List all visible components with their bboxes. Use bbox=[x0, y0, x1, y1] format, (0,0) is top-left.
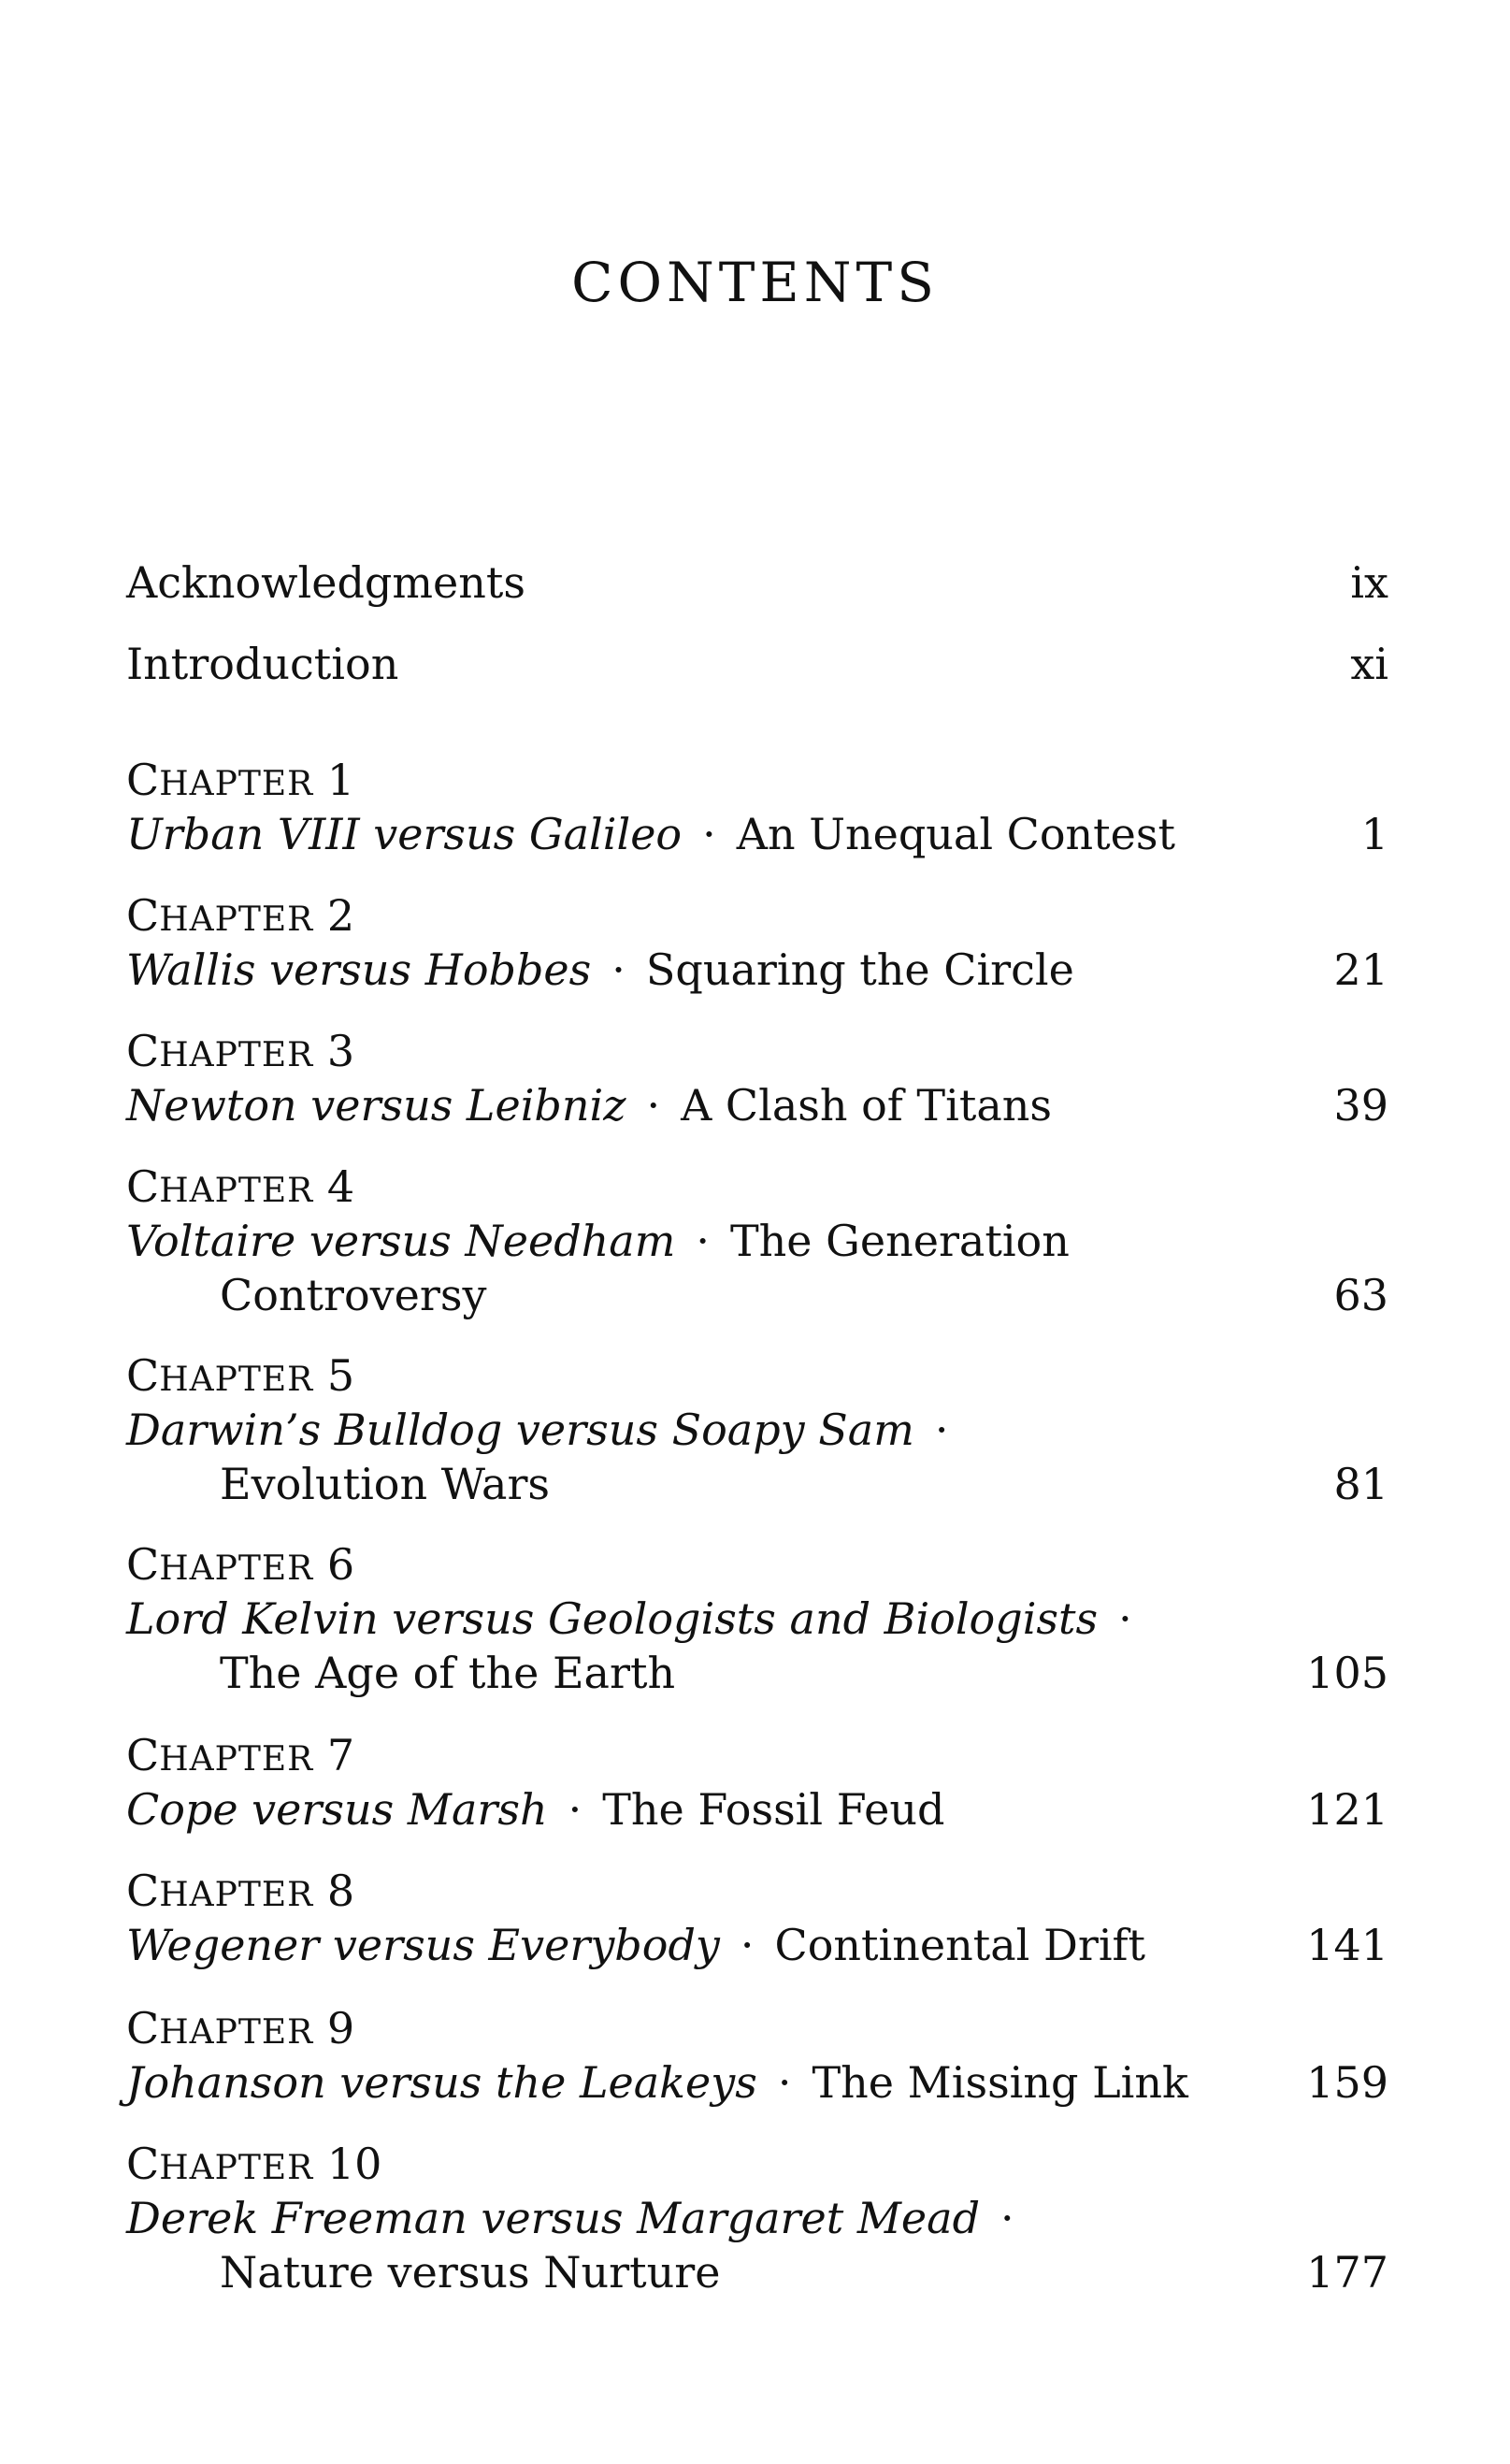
toc-chapter-3 bbox=[126, 1024, 1388, 1132]
separator-dot: · bbox=[611, 944, 626, 995]
chapter-number: 10 bbox=[326, 2139, 382, 2189]
chapter-heading: CHAPTER 1 bbox=[126, 755, 355, 805]
chapter-heading: CHAPTER 2 bbox=[126, 890, 355, 941]
toc-chapter-10 bbox=[126, 2137, 1388, 2299]
toc-entry-page: xi bbox=[1350, 639, 1388, 689]
chapter-page: 1 bbox=[1360, 809, 1388, 859]
chapter-title-line bbox=[126, 807, 1388, 861]
chapter-title-line bbox=[126, 1214, 1388, 1268]
chapter-title-line bbox=[126, 2191, 1388, 2245]
chapter-heading: CHAPTER 5 bbox=[126, 1350, 355, 1401]
toc-entry-label: Acknowledgments bbox=[126, 557, 525, 608]
separator-dot: · bbox=[1118, 1593, 1132, 1644]
chapter-title-line bbox=[126, 2055, 1388, 2110]
chapter-heading: CHAPTER 4 bbox=[126, 1161, 355, 1212]
toc-chapter-4 bbox=[126, 1160, 1388, 1322]
chapter-title-line bbox=[126, 1592, 1388, 1646]
toc-chapter-2 bbox=[126, 888, 1388, 997]
toc-entry-page: ix bbox=[1350, 557, 1388, 608]
chapter-number: 2 bbox=[326, 890, 355, 941]
chapter-title-line bbox=[126, 1078, 1388, 1132]
chapter-page: 159 bbox=[1306, 2057, 1388, 2108]
chapter-subject: Continental Drift bbox=[774, 1920, 1146, 1970]
chapter-page: 177 bbox=[1306, 2247, 1388, 2298]
chapter-subject: A Clash of Titans bbox=[681, 1080, 1052, 1131]
chapter-page: 105 bbox=[1306, 1648, 1388, 1698]
chapter-subject: The Fossil Feud bbox=[602, 1784, 945, 1835]
chapter-heading: CHAPTER 7 bbox=[126, 1730, 355, 1780]
chapter-number: 9 bbox=[326, 2003, 355, 2053]
chapter-combatants: Derek Freeman versus Margaret Mead bbox=[126, 2193, 981, 2243]
separator-dot: · bbox=[568, 1784, 582, 1835]
chapter-number: 1 bbox=[326, 755, 355, 805]
separator-dot: · bbox=[646, 1080, 661, 1131]
chapter-combatants: Newton versus Leibniz bbox=[126, 1080, 626, 1131]
chapter-subject: An Unequal Contest bbox=[736, 809, 1175, 859]
separator-dot: · bbox=[696, 1216, 710, 1266]
chapter-title-continuation bbox=[126, 2245, 1388, 2299]
chapter-combatants: Wallis versus Hobbes bbox=[126, 944, 592, 995]
chapter-combatants: Wegener versus Everybody bbox=[126, 1920, 720, 1970]
toc-chapter-7 bbox=[126, 1728, 1388, 1837]
chapter-heading: CHAPTER 8 bbox=[126, 1866, 355, 1916]
toc-entry-label: Introduction bbox=[126, 639, 399, 689]
chapter-title-line bbox=[126, 943, 1388, 997]
toc-chapter-9 bbox=[126, 2001, 1388, 2110]
chapter-page: 81 bbox=[1333, 1459, 1388, 1509]
chapter-subject: The Missing Link bbox=[812, 2057, 1188, 2108]
toc-entry-introduction bbox=[126, 639, 1388, 693]
chapter-number: 6 bbox=[326, 1539, 355, 1590]
chapter-number: 8 bbox=[326, 1866, 355, 1916]
chapter-page: 21 bbox=[1333, 944, 1388, 995]
separator-dot: · bbox=[740, 1920, 755, 1970]
chapter-combatants: Urban VIII versus Galileo bbox=[126, 809, 683, 859]
chapter-title-continuation bbox=[126, 1268, 1388, 1322]
chapter-page: 121 bbox=[1306, 1784, 1388, 1835]
chapter-title-line bbox=[126, 1403, 1388, 1457]
toc-entry-acknowledgments bbox=[126, 557, 1388, 612]
separator-dot: · bbox=[702, 809, 716, 859]
chapter-heading: CHAPTER 10 bbox=[126, 2139, 382, 2189]
chapter-number: 5 bbox=[326, 1350, 355, 1401]
chapter-number: 7 bbox=[326, 1730, 355, 1780]
chapter-subject: The Generation bbox=[729, 1216, 1070, 1266]
chapter-subject-continued: The Age of the Earth bbox=[220, 1648, 676, 1698]
toc-chapter-5 bbox=[126, 1348, 1388, 1511]
toc-chapter-8 bbox=[126, 1864, 1388, 1972]
toc-chapter-6 bbox=[126, 1537, 1388, 1700]
chapter-combatants: Cope versus Marsh bbox=[126, 1784, 548, 1835]
separator-dot: · bbox=[1000, 2193, 1014, 2243]
chapter-heading: CHAPTER 9 bbox=[126, 2003, 355, 2053]
chapter-subject-continued: Nature versus Nurture bbox=[220, 2247, 721, 2298]
chapter-heading: CHAPTER 6 bbox=[126, 1539, 355, 1590]
chapter-combatants: Darwin’s Bulldog versus Soapy Sam bbox=[126, 1405, 914, 1455]
chapter-page: 141 bbox=[1306, 1920, 1388, 1970]
page-title: CONTENTS bbox=[571, 251, 939, 314]
chapter-number: 4 bbox=[326, 1161, 355, 1212]
chapter-subject-continued: Controversy bbox=[220, 1270, 487, 1320]
chapter-page: 39 bbox=[1333, 1080, 1388, 1131]
chapter-title-continuation bbox=[126, 1457, 1388, 1511]
chapter-combatants: Lord Kelvin versus Geologists and Biologists bbox=[126, 1593, 1099, 1644]
separator-dot: · bbox=[934, 1405, 949, 1455]
chapter-title-continuation bbox=[126, 1646, 1388, 1700]
chapter-combatants: Voltaire versus Needham bbox=[126, 1216, 676, 1266]
chapter-page: 63 bbox=[1333, 1270, 1388, 1320]
chapter-heading: CHAPTER 3 bbox=[126, 1026, 355, 1076]
chapter-title-line bbox=[126, 1918, 1388, 1972]
chapter-combatants: Johanson versus the Leakeys bbox=[126, 2057, 757, 2108]
separator-dot: · bbox=[777, 2057, 792, 2108]
toc-chapter-1 bbox=[126, 753, 1388, 861]
chapter-number: 3 bbox=[326, 1026, 355, 1076]
chapter-subject-continued: Evolution Wars bbox=[220, 1459, 551, 1509]
chapter-title-line bbox=[126, 1782, 1388, 1837]
chapter-subject: Squaring the Circle bbox=[645, 944, 1074, 995]
